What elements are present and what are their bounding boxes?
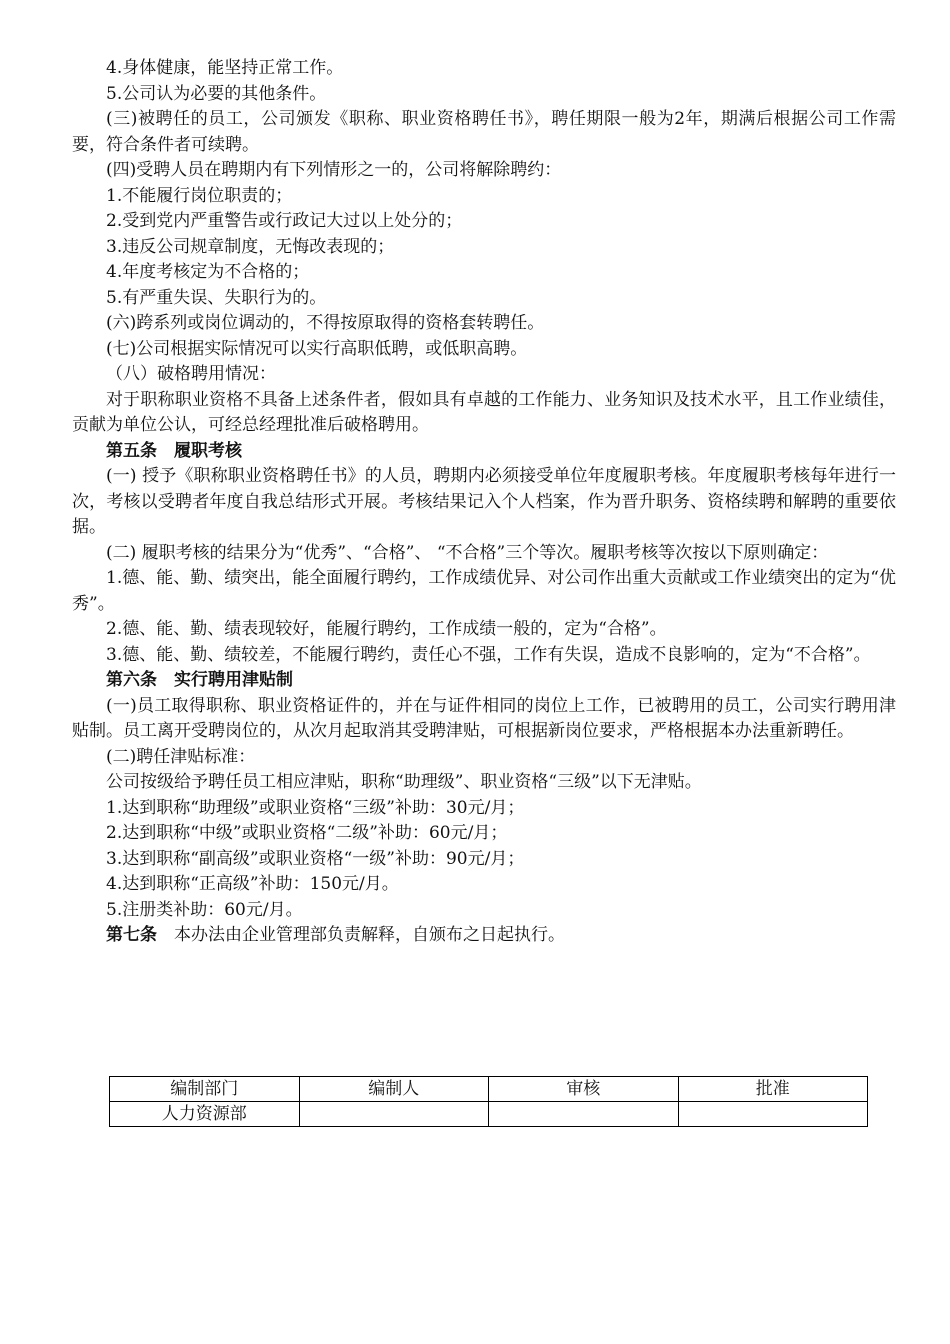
paragraph: 2.德、能、勤、绩表现较好，能履行聘约，工作成绩一般的，定为“合格”。 [106, 619, 667, 639]
cell-author [299, 1102, 489, 1127]
paragraph: (六)跨系列或岗位调动的，不得按原取得的资格套转聘任。 [106, 313, 545, 333]
paragraph: （八）破格聘用情况： [106, 364, 276, 384]
paragraph: (二)聘任津贴标准： [106, 746, 256, 767]
article-7 [72, 923, 896, 949]
paragraph: 3.德、能、勤、绩较差，不能履行聘约，责任心不强，工作有失误，造成不良影响的，定为“不合格”。 [106, 644, 871, 665]
paragraph: 对于职称职业资格不具备上述条件者，假如具有卓越的工作能力、业务知识及技术水平，且工作业绩佳，贡献为单位公认，可经总经理批准后破格聘用。 [72, 389, 896, 435]
paragraph: 4.达到职称“正高级”补助：150元/月。 [106, 874, 399, 894]
cell-approve [678, 1102, 868, 1127]
article-6-heading: 第六条 实行聘用津贴制 [106, 670, 293, 690]
article-7-text: 本办法由企业管理部负责解释，自颁布之日起执行。 [157, 925, 565, 945]
paragraph: 3.违反公司规章制度，无悔改表现的； [106, 236, 395, 257]
paragraph: 1.不能履行岗位职责的； [106, 185, 293, 206]
article-5-heading: 第五条 履职考核 [106, 440, 242, 461]
paragraph: (七)公司根据实际情况可以实行高职低聘，或低职高聘。 [106, 338, 528, 359]
paragraph: 4.年度考核定为不合格的； [106, 262, 310, 282]
header-cell-approve: 批准 [678, 1077, 868, 1102]
article-7-label: 第七条 [106, 925, 157, 945]
paragraph: 5.有严重失误、失职行为的。 [106, 287, 327, 308]
header-cell-department: 编制部门 [110, 1077, 300, 1102]
paragraph: (四)受聘人员在聘期内有下列情形之一的，公司将解除聘约： [106, 160, 562, 180]
paragraph: 2.受到党内严重警告或行政记大过以上处分的； [106, 211, 463, 231]
header-cell-author: 编制人 [299, 1077, 489, 1102]
paragraph: 1.达到职称“助理级”或职业资格“三级”补助：30元/月； [106, 797, 525, 818]
paragraph: 公司按级给予聘任员工相应津贴，职称“助理级”、职业资格“三级”以下无津贴。 [106, 772, 702, 792]
table-row [110, 1102, 868, 1127]
paragraph: 4.身体健康，能坚持正常工作。 [106, 58, 344, 78]
table-header-row [110, 1077, 868, 1102]
paragraph: (一) 授予《职称职业资格聘任书》的人员，聘期内必须接受单位年度履职考核。年度履职考核每年进行一次，考核以受聘者年度自我总结形式开展。考核结果记入个人档案，作为晋升职务、资格续聘和解聘的重要依据。 [72, 466, 896, 537]
paragraph: 5.公司认为必要的其他条件。 [106, 83, 327, 104]
document-body [72, 56, 896, 949]
header-cell-review: 审核 [489, 1077, 679, 1102]
paragraph: 5.注册类补助：60元/月。 [106, 899, 303, 920]
paragraph: 2.达到职称“中级”或职业资格“二级”补助：60元/月； [106, 823, 508, 843]
paragraph: 3.达到职称“副高级”或职业资格“一级”补助：90元/月； [106, 848, 525, 869]
cell-department: 人力资源部 [110, 1102, 300, 1127]
cell-review [489, 1102, 679, 1127]
signature-table [109, 1076, 868, 1127]
paragraph: (一)员工取得职称、职业资格证件的，并在与证件相同的岗位上工作，已被聘用的员工，公司实行聘用津贴制。员工离开受聘岗位的，从次月起取消其受聘津贴，可根据新岗位要求，严格根据本办法重新聘任。 [72, 695, 896, 741]
paragraph: (三)被聘任的员工，公司颁发《职称、职业资格聘任书》，聘任期限一般为2年，期满后根据公司工作需要，符合条件者可续聘。 [72, 109, 896, 155]
paragraph: (二) 履职考核的结果分为“优秀”、“合格”、 “不合格”三个等次。履职考核等次按以下原则确定： [106, 542, 829, 563]
paragraph: 1.德、能、勤、绩突出，能全面履行聘约，工作成绩优异、对公司作出重大贡献或工作业绩突出的定为“优秀”。 [72, 568, 896, 614]
